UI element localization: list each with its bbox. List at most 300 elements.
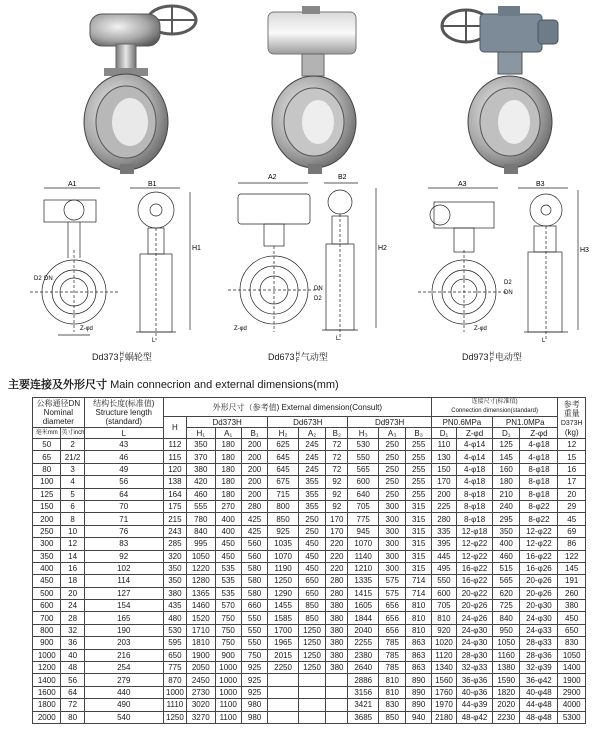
pneumatic-caption [268, 350, 328, 364]
table-cell: 900 [215, 649, 241, 661]
table-cell: 650 [298, 587, 325, 599]
table-cell: 1000 [163, 686, 186, 698]
subheader-cell: A₂ [298, 428, 325, 439]
table-cell: 16-φ26 [520, 562, 558, 574]
table-cell: 2255 [348, 637, 379, 649]
h3-label: H3 [580, 247, 589, 254]
a2-label: A2 [268, 174, 277, 181]
table-cell: 170 [326, 513, 348, 525]
table-cell: 20-φ26 [457, 600, 493, 612]
table-row [33, 513, 586, 525]
table-cell: 100 [33, 476, 61, 488]
table-cell: 255 [406, 451, 431, 463]
table-cell: 180 [215, 463, 241, 475]
table-cell: 2000 [33, 711, 61, 723]
product-photos [0, 0, 603, 180]
table-row [33, 476, 586, 488]
header-dd673h: Dd673H [268, 417, 348, 428]
table-cell: 350 [163, 562, 186, 574]
table-cell: 24 [61, 600, 84, 612]
table-cell: 28-φ33 [520, 637, 558, 649]
table-cell: 102 [84, 562, 163, 574]
table-cell: 890 [406, 674, 431, 686]
table-cell: 440 [84, 686, 163, 698]
table-cell: 380 [326, 637, 348, 649]
table-cell: 550 [431, 575, 456, 587]
table-cell: 1710 [187, 624, 215, 636]
subheader-cell: H₁ [187, 428, 215, 439]
table-cell: 40-φ36 [457, 686, 493, 698]
table-cell: 1585 [268, 612, 299, 624]
electric-model: Dd973 [462, 352, 489, 362]
dimensions-table [32, 397, 586, 724]
table-cell: 1100 [215, 699, 241, 711]
table-cell: 425 [241, 513, 267, 525]
table-cell: 20 [61, 587, 84, 599]
table-cell: 810 [379, 674, 406, 686]
table-cell: 2640 [348, 662, 379, 674]
worm-sup: H [119, 351, 124, 358]
table-cell: 2250 [268, 662, 299, 674]
a3-label: A3 [458, 181, 467, 188]
table-cell: 16-φ22 [457, 562, 493, 574]
table-cell: 550 [348, 451, 379, 463]
table-cell: 565 [348, 463, 379, 475]
table-cell: 72 [326, 451, 348, 463]
table-cell: 215 [163, 513, 186, 525]
pneumatic-drawing [228, 174, 388, 345]
header-dd373h: Dd373H [187, 417, 268, 428]
table-cell: 76 [84, 525, 163, 537]
table-cell: 535 [215, 587, 241, 599]
table-cell: 3421 [348, 699, 379, 711]
table-cell: 980 [241, 699, 267, 711]
table-cell: 12 [558, 439, 586, 451]
table-cell: 300 [379, 525, 406, 537]
table-cell: 355 [298, 500, 325, 512]
table-cell: 355 [298, 488, 325, 500]
table-cell: 1250 [298, 662, 325, 674]
subheader-cell: A₁ [215, 428, 241, 439]
a1-label: A1 [68, 181, 77, 188]
table-row [33, 587, 586, 599]
table-cell: 250 [379, 439, 406, 451]
table-cell: 28-φ36 [520, 649, 558, 661]
table-cell: 4-φ18 [457, 463, 493, 475]
table-cell: 950 [493, 624, 520, 636]
table-cell: 863 [406, 637, 431, 649]
d2-label-2: D2 [314, 296, 322, 302]
table-cell: 200 [241, 476, 267, 488]
dn-label-3: DN [504, 290, 513, 296]
table-cell: 150 [431, 463, 456, 475]
table-cell: 2730 [187, 686, 215, 698]
table-cell: 850 [379, 711, 406, 723]
table-cell: 145 [558, 562, 586, 574]
table-cell: 900 [33, 637, 61, 649]
table-cell: 2900 [558, 686, 586, 698]
table-cell: 8 [61, 513, 84, 525]
table-cell: 80 [33, 463, 61, 475]
table-cell: 1965 [268, 637, 299, 649]
table-cell: 450 [298, 562, 325, 574]
table-cell: 350 [163, 575, 186, 587]
table-cell: 254 [84, 662, 163, 674]
worm-caption [92, 350, 152, 364]
table-row [33, 575, 586, 587]
table-cell: 110 [431, 439, 456, 451]
table-cell: 216 [84, 649, 163, 661]
table-cell: 380 [187, 463, 215, 475]
table-cell: 245 [298, 463, 325, 475]
table-cell: 24-φ26 [457, 612, 493, 624]
table-cell: 925 [241, 674, 267, 686]
table-cell: 840 [187, 525, 215, 537]
table-cell: 560 [241, 550, 267, 562]
header-l: L [84, 428, 163, 439]
table-cell: 69 [558, 525, 586, 537]
pneumatic-valve-photo [246, 4, 396, 176]
table-cell: 1000 [215, 674, 241, 686]
table-cell: 400 [215, 513, 241, 525]
table-cell: 180 [215, 488, 241, 500]
table-cell: 64 [61, 686, 84, 698]
table-cell: 810 [406, 612, 431, 624]
header-pn10: PN1.0MPa [493, 417, 558, 428]
table-cell: 625 [268, 439, 299, 451]
table-row [33, 525, 586, 537]
table-cell: 45 [558, 513, 586, 525]
table-cell: 170 [431, 476, 456, 488]
d2-label-3: D2 [504, 280, 512, 286]
table-cell: 400 [493, 538, 520, 550]
table-row [33, 451, 586, 463]
table-cell: 1340 [431, 662, 456, 674]
table-cell: 850 [268, 513, 299, 525]
table-cell: 350 [187, 439, 215, 451]
table-cell: 16 [558, 463, 586, 475]
table-cell: 200 [241, 439, 267, 451]
table-cell: 355 [298, 476, 325, 488]
table-cell: 2230 [493, 711, 520, 723]
b3-label: B3 [536, 181, 545, 188]
table-cell [326, 674, 348, 686]
subheader-cell: Z-φd [457, 428, 493, 439]
z-label-1: Z-φd [80, 326, 93, 332]
table-cell: 225 [431, 500, 456, 512]
pneumatic-label: 气动型 [300, 352, 328, 362]
table-cell: 450 [298, 538, 325, 550]
table-cell: 380 [326, 600, 348, 612]
table-cell: 495 [431, 562, 456, 574]
table-cell: 1160 [493, 649, 520, 661]
z-label-2: Z-φd [234, 326, 247, 332]
table-cell: 210 [493, 488, 520, 500]
table-cell: 250 [298, 513, 325, 525]
worm-gear-drawing [30, 180, 200, 345]
table-cell: 180 [215, 439, 241, 451]
table-cell: 450 [558, 612, 586, 624]
header-pn06: PN0.6MPa [431, 417, 492, 428]
table-cell: 315 [406, 500, 431, 512]
pneumatic-sub: F [295, 357, 300, 364]
table-cell: 940 [406, 711, 431, 723]
table-row [33, 562, 586, 574]
header-inch: 英寸inch [61, 428, 84, 439]
table-cell: 43 [84, 439, 163, 451]
table-row [33, 649, 586, 661]
table-cell: 36-φ36 [457, 674, 493, 686]
table-cell: 12-φ22 [520, 525, 558, 537]
b2-label: B2 [338, 174, 347, 181]
table-cell: 714 [406, 575, 431, 587]
table-cell: 250 [379, 488, 406, 500]
table-cell: 164 [163, 488, 186, 500]
table-cell: 150 [33, 500, 61, 512]
table-cell: 4-φ18 [520, 439, 558, 451]
table-cell: 300 [379, 550, 406, 562]
electric-drawing [418, 180, 588, 345]
table-cell: 122 [558, 550, 586, 562]
technical-drawings [0, 174, 603, 365]
table-cell: 24-φ30 [457, 624, 493, 636]
table-cell: 380 [326, 662, 348, 674]
table-cell: 395 [431, 538, 456, 550]
table-cell: 56 [84, 476, 163, 488]
table-cell: 890 [406, 699, 431, 711]
table-cell: 380 [326, 649, 348, 661]
table-cell: 380 [163, 587, 186, 599]
table-cell: 8-φ22 [520, 513, 558, 525]
table-cell: 72 [326, 463, 348, 475]
table-cell: 350 [33, 550, 61, 562]
table-cell: 16-φ22 [520, 550, 558, 562]
table-cell [326, 686, 348, 698]
table-cell: 56 [61, 674, 84, 686]
table-cell: 165 [84, 612, 163, 624]
table-cell: 995 [187, 538, 215, 550]
table-cell: 280 [326, 575, 348, 587]
table-cell: 1335 [348, 575, 379, 587]
table-cell: 20 [558, 488, 586, 500]
worm-label: 蜗轮型 [124, 352, 152, 362]
table-cell: 380 [558, 600, 586, 612]
table-cell: 1070 [268, 550, 299, 562]
table-cell: 2180 [431, 711, 456, 723]
electric-valve-photo [430, 4, 580, 176]
table-cell: 114 [84, 575, 163, 587]
table-cell: 675 [268, 476, 299, 488]
table-cell: 650 [163, 649, 186, 661]
table-cell: 550 [241, 612, 267, 624]
table-cell: 4 [61, 476, 84, 488]
table-cell: 575 [379, 575, 406, 587]
table-cell: 80 [61, 711, 84, 723]
subheader-cell: Z-φd [520, 428, 558, 439]
table-cell: 725 [493, 600, 520, 612]
table-cell: 580 [241, 575, 267, 587]
table-cell: 20-φ22 [457, 587, 493, 599]
table-cell: 154 [84, 600, 163, 612]
subheader-cell: A₃ [379, 428, 406, 439]
table-cell: 1900 [187, 649, 215, 661]
table-cell: 29 [558, 500, 586, 512]
l-label-3: L [542, 338, 546, 344]
table-cell: 656 [379, 612, 406, 624]
table-cell: 705 [348, 500, 379, 512]
table-cell: 750 [215, 624, 241, 636]
table-row [33, 674, 586, 686]
table-cell: 1250 [298, 637, 325, 649]
table-cell: 800 [268, 500, 299, 512]
table-cell: 18 [61, 575, 84, 587]
table-cell: 220 [326, 538, 348, 550]
table-cell: 785 [379, 637, 406, 649]
table-cell: 715 [268, 488, 299, 500]
table-cell: 92 [326, 488, 348, 500]
table-cell: 850 [298, 612, 325, 624]
table-cell: 490 [84, 699, 163, 711]
table-cell: 370 [187, 451, 215, 463]
table-row [33, 550, 586, 562]
table-cell: 250 [379, 451, 406, 463]
table-cell: 255 [406, 476, 431, 488]
table-row [33, 637, 586, 649]
table-cell: 570 [215, 600, 241, 612]
table-cell: 92 [326, 476, 348, 488]
table-cell: 240 [493, 500, 520, 512]
table-cell: 5 [61, 488, 84, 500]
table-cell: 120 [163, 463, 186, 475]
table-cell: 1600 [33, 686, 61, 698]
table-cell: 260 [558, 587, 586, 599]
table-cell: 12-φ22 [457, 550, 493, 562]
table-cell: 565 [493, 575, 520, 587]
table-cell: 48-φ48 [520, 711, 558, 723]
table-cell: 200 [33, 513, 61, 525]
electric-sub: F [489, 357, 494, 364]
table-cell: 380 [326, 624, 348, 636]
table-cell [298, 699, 325, 711]
header-h: H [163, 417, 186, 439]
table-cell: 863 [406, 649, 431, 661]
electric-caption [462, 350, 522, 364]
table-cell: 945 [348, 525, 379, 537]
table-cell: 15 [558, 451, 586, 463]
table-row [33, 624, 586, 636]
d2-label-1: D2 [34, 276, 42, 282]
table-cell: 750 [241, 649, 267, 661]
table-cell: 1120 [431, 649, 456, 661]
table-cell: 750 [215, 612, 241, 624]
table-cell: 540 [84, 711, 163, 723]
dn-label-1: DN [44, 276, 53, 282]
table-cell: 2040 [348, 624, 379, 636]
table-cell: 300 [379, 562, 406, 574]
table-row [33, 538, 586, 550]
table-cell: 550 [241, 624, 267, 636]
table-cell: 92 [326, 500, 348, 512]
table-cell: 36 [61, 637, 84, 649]
table-cell: 315 [406, 562, 431, 574]
dimensions-table-body [33, 439, 586, 724]
table-cell: 1000 [215, 686, 241, 698]
table-cell: 320 [163, 550, 186, 562]
table-cell: 1035 [268, 538, 299, 550]
table-cell: 1050 [187, 550, 215, 562]
table-cell: 1000 [215, 662, 241, 674]
table-cell: 49 [84, 463, 163, 475]
table-cell: 1290 [268, 587, 299, 599]
table-cell: 445 [431, 550, 456, 562]
table-cell: 1560 [431, 674, 456, 686]
table-cell: 480 [163, 612, 186, 624]
subheader-cell: H₂ [268, 428, 299, 439]
table-cell: 127 [84, 587, 163, 599]
table-cell [298, 674, 325, 686]
table-cell: 32-φ39 [520, 662, 558, 674]
table-cell: 1760 [431, 686, 456, 698]
table-cell: 24-φ30 [520, 612, 558, 624]
table-cell: 350 [493, 525, 520, 537]
table-cell [268, 686, 299, 698]
table-cell: 1844 [348, 612, 379, 624]
table-cell: 4-φ14 [457, 451, 493, 463]
table-cell: 12 [61, 538, 84, 550]
table-cell: 785 [379, 649, 406, 661]
table-cell: 1400 [558, 662, 586, 674]
table-row [33, 488, 586, 500]
subheader-cell: B₁ [241, 428, 267, 439]
table-cell: 70 [84, 500, 163, 512]
table-cell: 12-φ22 [457, 538, 493, 550]
table-cell: 775 [348, 513, 379, 525]
table-cell: 50 [33, 439, 61, 451]
table-cell: 660 [241, 600, 267, 612]
table-cell: 32-φ33 [457, 662, 493, 674]
table-cell: 315 [406, 513, 431, 525]
table-cell: 925 [268, 525, 299, 537]
table-cell: 180 [215, 476, 241, 488]
table-cell: 21/2 [61, 451, 84, 463]
table-cell: 4000 [558, 699, 586, 711]
table-cell: 300 [379, 538, 406, 550]
header-weight: 参考 重量 D373H (kg) [558, 398, 586, 439]
table-cell: 245 [298, 451, 325, 463]
table-cell: 705 [431, 600, 456, 612]
table-cell: 600 [431, 587, 456, 599]
table-cell: 170 [326, 525, 348, 537]
table-cell: 180 [215, 451, 241, 463]
table-cell: 1110 [163, 699, 186, 711]
table-cell [326, 699, 348, 711]
table-cell: 1050 [493, 637, 520, 649]
table-cell: 3685 [348, 711, 379, 723]
subheader-cell: H₃ [348, 428, 379, 439]
table-cell: 575 [379, 587, 406, 599]
table-cell: 71 [84, 513, 163, 525]
table-cell: 72 [326, 439, 348, 451]
table-cell: 810 [406, 624, 431, 636]
table-cell: 295 [493, 513, 520, 525]
table-cell: 890 [406, 686, 431, 698]
table-cell: 560 [241, 538, 267, 550]
table-cell: 460 [493, 550, 520, 562]
table-cell: 810 [406, 600, 431, 612]
table-cell [326, 711, 348, 723]
table-cell: 8-φ18 [457, 513, 493, 525]
table-cell: 200 [241, 463, 267, 475]
